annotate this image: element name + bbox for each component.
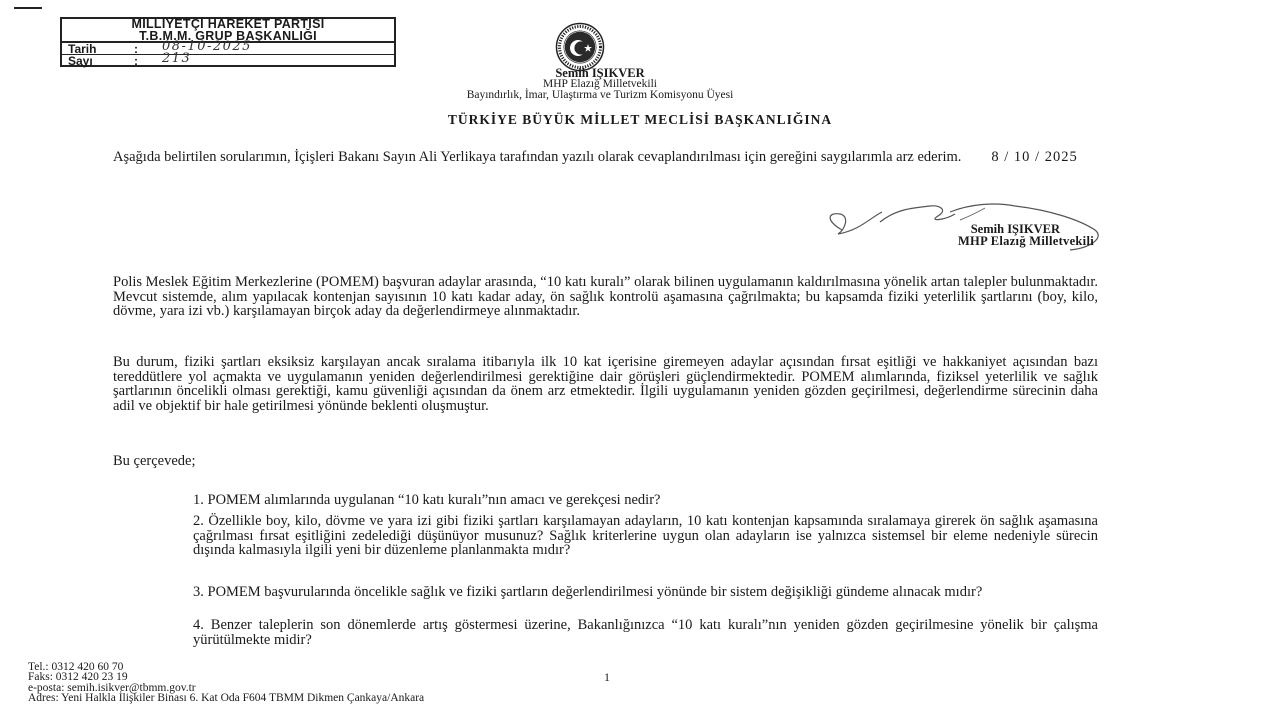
- signature-name: Semih IŞIKVER: [970, 222, 1060, 236]
- stamp-org-line2: T.B.M.M. GRUP BAŞKANLIĞI: [139, 28, 317, 43]
- intro-paragraph: [113, 150, 1098, 165]
- contact-footer: [28, 662, 424, 704]
- intro-date: 8 / 10 / 2025: [991, 149, 1078, 165]
- stamp-number-value: 213: [162, 51, 192, 66]
- footer-tel: Tel.: 0312 420 60 70: [28, 661, 124, 673]
- stamp-org-line1: MİLLİYETÇİ HAREKET PARTİSİ: [131, 17, 325, 31]
- page-number: 1: [604, 670, 610, 684]
- stamp-date-value: 08-10-2025: [162, 39, 252, 54]
- header-committee: Bayındırlık, İmar, Ulaştırma ve Turizm Komisyonu Üyesi: [466, 89, 734, 101]
- intro-text: Aşağıda belirtilen sorularımın, İçişleri Bakanı Sayın Ali Yerlikaya tarafından yazılı olarak cevaplandırılması için gereğini saygılarımla arz ederim.: [113, 149, 962, 165]
- scan-mark: [14, 7, 42, 9]
- stamp-number-colon: :: [134, 54, 138, 68]
- tbmm-emblem-icon: [555, 22, 605, 72]
- document-title: TÜRKİYE BÜYÜK MİLLET MECLİSİ BAŞKANLIĞINA: [447, 112, 833, 127]
- question-3: 3. POMEM başvurularında öncelikle sağlık ve fiziki şartların değerlendirilmesi yönünde bir sistem değişikliği gündeme alınacak mıdır?: [193, 584, 983, 600]
- footer-address: Adres: Yeni Halkla İlişkiler Binası 6. Kat Oda F604 TBMM Dikmen Çankaya/Ankara: [28, 692, 425, 705]
- stamp-number-label: Sayı: [68, 54, 93, 68]
- question-1: 1. POMEM alımlarında uygulanan “10 katı kuralı”nın amacı ve gerekçesi nedir?: [193, 492, 661, 508]
- body-paragraph-1: Polis Meslek Eğitim Merkezlerine (POMEM) başvuran adaylar arasında, “10 katı kuralı” olarak bilinen uygulamanın kaldırılmasına yönelik artan talepler bulunmaktadır. Mevcut sistemde, alım yapılacak kontenjan sayısının 10 katı kadar aday, ön sağlık kontrolü aşamasına çağrılmakta; bu kapsamda fiziki yeterlilik şartlarını (boy, kilo, dövme, yara izi vb.) karşılamayan birçok aday da değerlendirmeye alınmaktadır.: [113, 274, 1098, 320]
- stamp-date-colon: :: [134, 42, 138, 56]
- stamp-date-label: Tarih: [68, 42, 97, 56]
- body-paragraph-3: Bu çerçevede;: [113, 453, 196, 469]
- header-role: MHP Elazığ Milletvekili: [543, 78, 657, 90]
- stamp-date-row: [62, 39, 394, 56]
- signature-block: [820, 200, 1120, 260]
- footer-email: e-posta: semih.isikver@tbmm.gov.tr: [28, 681, 196, 694]
- question-4: 4. Benzer taleplerin son dönemlerde artış göstermesi üzerine, Bakanlığınızca “10 katı kuralı”nın yeniden gözden geçirilmesine yönelik bir çalışma yürütülmekte midir?: [193, 617, 1098, 648]
- header-name: Semih IŞIKVER: [555, 66, 645, 80]
- footer-fax: Faks: 0312 420 23 19: [28, 671, 128, 684]
- body-paragraph-2: Bu durum, fiziki şartları eksiksiz karşılayan ancak sıralama itibarıyla ilk 10 kat içerisine giremeyen adaylar açısından fırsat eşitliği ve hakkaniyet açısından bazı tereddütlere yol açmakta ve uygulamanın yeniden değerlendirilmesi gerektiğine dair görüşleri güçlendirmektedir. POMEM alımlarında, fiziksel yeterlilik ve sağlık şartlarının öncelikli olması gerektiği, kamu güvenliği açısından da önem arz etmektedir. İlgili uygulamanın yeniden gözden geçirilmesi, değerlendirme sürecinin daha adil ve objektif bir hale getirilmesi yönünde beklenti oluşmuştur.: [113, 354, 1098, 414]
- signature-title: MHP Elazığ Milletvekili: [957, 234, 1094, 248]
- registry-stamp: [60, 17, 396, 67]
- question-2: 2. Özellikle boy, kilo, dövme ve yara izi gibi fiziki şartları karşılamayan adayların, 10 katı kontenjan kapsamında sıralamaya girerek ön sağlık aşamasına çağrılması fırsat eşitliğini zedelediği düşünüyor musunuz? Sağlık kriterlerine uygun olan adayların ise yalnızca sistemsel bir eleme nedeniyle sürecin dışında kalmasıyla ilgili yeni bir düzenleme planlanmakta mıdır?: [193, 513, 1098, 559]
